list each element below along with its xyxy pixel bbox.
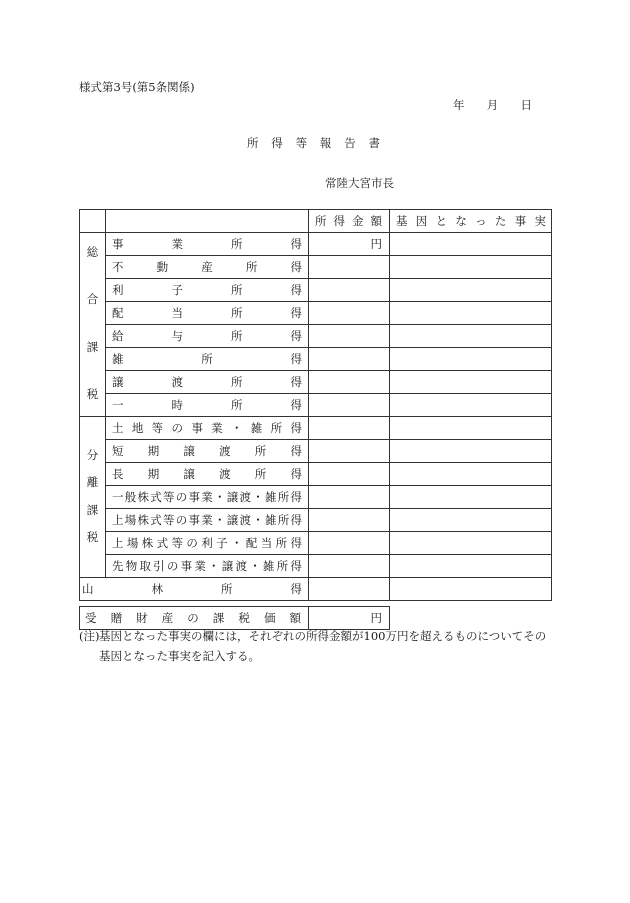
label-char: 得 [290,513,302,527]
label-char: 林 [151,582,163,596]
income-type-cell [106,256,309,279]
label-char: 渡 [239,513,251,527]
label-char: 取 [139,559,151,573]
label-char: 得 [290,467,302,481]
label-char: 得 [290,375,302,389]
basis-cell [390,302,552,325]
table-row [80,394,552,417]
table-row [80,371,552,394]
income-type-cell [106,417,309,440]
label-char: た [494,214,507,228]
income-type-label [106,444,308,458]
label-char: 譲 [226,490,239,504]
basis-cell [390,371,552,394]
header-blank-category [80,210,106,233]
forest-income-label [80,582,308,596]
label-char: 当 [171,306,183,320]
label-char: 譲 [226,513,239,527]
footnote-line: 基因となった事実を記入する。 [99,649,260,663]
basis-cell [390,348,552,371]
label-char: 得 [290,306,302,320]
basis-cell [390,233,552,256]
label-char: ・ [214,513,226,527]
amount-cell [309,555,390,578]
label-char: と [435,214,448,228]
label-char: 額 [370,214,382,228]
footnote-line: 基因となった事実の欄には，それぞれの所得金額が100万円を超えるものについてその [99,629,547,643]
label-char: 与 [171,329,183,343]
amount-cell [309,417,390,440]
label-char: 渡 [239,490,251,504]
income-type-cell [106,463,309,486]
amount-cell [309,302,390,325]
label-char: ・ [208,559,220,573]
table-row [80,463,552,486]
label-char: の [175,513,188,527]
amount-cell [309,394,390,417]
label-char: 贈 [110,611,123,625]
label-char: 所 [231,283,243,297]
label-char: 所 [231,398,243,412]
footnote-text [99,626,546,666]
basis-cell [390,532,552,555]
table-row [80,578,552,601]
label-char: 等 [163,490,175,504]
label-char: 一 [112,490,124,504]
label-char: 地 [131,421,144,435]
footnote-prefix: (注) [79,629,100,643]
income-type-cell [106,394,309,417]
label-char: 業 [201,490,213,504]
label-char: 配 [112,306,124,320]
basis-cell [390,578,552,601]
date-day-label: 日 [520,98,532,112]
amount-cell [309,348,390,371]
label-char: 得 [290,490,302,504]
label-char: 得 [290,582,302,596]
income-type-label [106,306,308,320]
label-char: の [175,490,188,504]
label-char: 得 [290,398,302,412]
amount-cell [309,279,390,302]
amount-cell [309,233,390,256]
label-char: 等 [163,513,175,527]
label-char: 課 [86,502,99,517]
income-type-cell [106,302,309,325]
label-char: 税 [86,386,99,401]
income-type-cell [106,555,309,578]
label-char: 所 [247,136,259,150]
label-char: 得 [290,329,302,343]
label-char: 得 [290,444,302,458]
income-type-label [106,283,308,297]
label-char: 税 [238,611,250,625]
label-char: 所 [231,329,243,343]
header-amount-cell [309,210,390,233]
label-char: っ [475,214,487,228]
label-char: 財 [136,611,148,625]
income-table [79,209,552,601]
label-char: 子 [216,536,228,550]
label-char: 金 [352,214,364,228]
label-char: ・ [230,421,243,435]
label-char: 雑 [265,490,277,504]
label-char: 事 [180,559,193,573]
label-char: 一 [112,398,124,412]
label-char: 得 [290,237,302,251]
label-char: 書 [368,136,380,150]
table-row [80,555,552,578]
label-char: の [171,421,183,435]
basis-cell [390,394,552,417]
table-row [80,532,552,555]
document-title [247,136,380,150]
label-char: ・ [252,490,264,504]
label-char: 所 [231,375,243,389]
label-char: 得 [290,283,302,297]
label-char: 場 [124,513,137,527]
header-blank-type [106,210,309,233]
amount-cell [309,325,390,348]
label-char: 子 [171,283,183,297]
income-type-label [106,352,308,366]
label-char: 期 [147,444,160,458]
label-char: 当 [260,536,273,550]
label-char: 得 [290,421,302,435]
gift-label [80,611,308,625]
basis-cell [390,325,552,348]
label-char: 業 [194,559,206,573]
label-char: 渡 [235,559,247,573]
label-char: 課 [212,611,225,625]
amount-unit: 円 [370,237,382,251]
label-char: 価 [263,611,276,625]
income-type-label [106,513,308,527]
label-char: 得 [290,536,302,550]
label-char: 等 [171,536,183,550]
label-char: の [186,536,198,550]
label-char: 株 [137,490,149,504]
income-type-label [106,467,308,481]
income-type-label [106,559,308,573]
label-char: 告 [344,136,356,150]
category-cell-comprehensive [80,233,106,417]
footnote [79,626,546,666]
amount-cell [309,371,390,394]
label-char: 所 [277,490,290,504]
label-char: 得 [290,559,302,573]
income-type-label [106,260,308,274]
category-cell-separate [80,417,106,578]
label-char: 譲 [221,559,234,573]
label-char: 産 [161,611,174,625]
date-year-label: 年 [453,98,465,112]
label-char: 報 [319,136,332,150]
label-char: の [187,611,199,625]
label-char: 時 [171,398,183,412]
income-type-label [106,536,308,550]
label-char: 株 [141,536,154,550]
label-char: 得 [290,352,302,366]
income-type-label [106,237,308,251]
label-char: 給 [112,329,124,343]
amount-cell [309,578,390,601]
income-type-label [106,398,308,412]
label-char: 短 [112,444,124,458]
label-char: ・ [231,536,243,550]
label-char: 事 [112,237,124,251]
label-char: 所 [315,214,327,228]
label-char: 所 [270,421,283,435]
label-char: 所 [276,559,289,573]
basis-cell [390,463,552,486]
basis-cell [390,440,552,463]
label-char: 等 [151,421,164,435]
income-type-label [106,490,308,504]
label-char: 基 [396,214,408,228]
label-char: ・ [249,559,261,573]
label-char: 式 [150,490,162,504]
label-char: 配 [245,536,258,550]
label-char: 業 [211,421,223,435]
label-char: 所 [254,467,267,481]
table-row [80,233,552,256]
table-row [80,509,552,532]
label-char: 総 [86,245,99,259]
label-char: 離 [86,475,99,490]
label-char: 渡 [219,467,231,481]
label-char: 所 [201,352,213,366]
label-char: 所 [221,582,233,596]
forest-income-cell [80,578,309,601]
label-char: 雑 [250,421,263,435]
income-type-cell [106,486,309,509]
income-type-label [106,329,308,343]
income-type-cell [106,509,309,532]
label-char: 引 [153,559,165,573]
amount-cell [309,509,390,532]
label-char: 渡 [171,375,183,389]
table-row [80,325,552,348]
label-char: 般 [124,490,137,504]
label-char: 先 [112,559,124,573]
label-char: 式 [150,513,162,527]
basis-cell [390,417,552,440]
label-char: 産 [201,260,213,274]
label-char: 事 [188,490,200,504]
label-char: 利 [201,536,213,550]
label-char: 税 [86,529,99,544]
label-char: 所 [254,444,267,458]
label-char: 山 [82,582,94,596]
label-char: 受 [85,611,97,625]
label-char: 所 [277,513,290,527]
table-row [80,486,552,509]
label-char: 事 [514,214,527,228]
header-amount-label [309,214,389,228]
gift-amount-unit: 円 [370,611,382,625]
label-char: 利 [112,283,124,297]
amount-cell [309,256,390,279]
income-type-label [106,375,308,389]
income-type-cell [106,233,309,256]
table-row [80,348,552,371]
table-row [80,256,552,279]
basis-cell [390,509,552,532]
label-char: 上 [112,513,124,527]
income-type-cell [106,440,309,463]
label-char: 長 [112,467,124,481]
label-char: 動 [156,260,169,274]
income-type-cell [106,532,309,555]
amount-cell [309,486,390,509]
income-type-cell [106,348,309,371]
label-char: 不 [112,260,124,274]
label-char: 譲 [183,467,195,481]
label-char: 事 [191,421,203,435]
label-char: 合 [86,292,99,307]
label-char: の [166,559,179,573]
basis-cell [390,486,552,509]
label-char: 譲 [112,375,124,389]
label-char: 業 [171,237,183,251]
basis-cell [390,279,552,302]
label-char: 物 [125,559,138,573]
label-char: 雑 [112,352,124,366]
label-char: 等 [295,136,308,150]
header-basis-label [390,214,551,228]
label-char: 渡 [219,444,231,458]
label-char: 土 [112,421,124,435]
form-number: 様式第3号(第5条関係) [79,80,195,94]
label-char: ・ [214,490,226,504]
label-char: 所 [231,237,243,251]
label-char: 実 [534,214,546,228]
category-label-separate [80,449,105,543]
table-row [80,302,552,325]
income-type-cell [106,279,309,302]
header-row [80,210,552,233]
label-char: ・ [252,513,264,527]
label-char: 分 [86,448,99,462]
label-char: 課 [86,339,99,354]
label-char: 式 [156,536,169,550]
label-char: 期 [147,467,160,481]
label-char: 場 [126,536,139,550]
label-char: 業 [201,513,213,527]
label-char: 所 [231,306,243,320]
label-char: 所 [245,260,258,274]
table-row [80,440,552,463]
header-basis-cell [390,210,552,233]
income-type-label [106,421,308,435]
label-char: 株 [137,513,149,527]
label-char: 額 [289,611,301,625]
label-char: 雑 [265,513,277,527]
label-char: 雑 [262,559,275,573]
category-label-comprehensive [80,246,105,400]
income-type-cell [106,325,309,348]
label-char: 得 [333,214,345,228]
addressee: 常陸大宮市長 [325,176,394,190]
label-char: な [455,214,467,228]
table-row [80,417,552,440]
basis-cell [390,555,552,578]
amount-cell [309,532,390,555]
date-line [453,98,532,112]
basis-cell [390,256,552,279]
label-char: 因 [415,214,428,228]
label-char: 所 [275,536,288,550]
label-char: 事 [188,513,200,527]
label-char: 得 [271,136,283,150]
table-row [80,279,552,302]
label-char: 得 [290,260,302,274]
amount-cell [309,463,390,486]
income-type-cell [106,371,309,394]
label-char: 譲 [183,444,195,458]
label-char: 上 [112,536,124,550]
amount-cell [309,440,390,463]
date-month-label: 月 [486,98,499,112]
